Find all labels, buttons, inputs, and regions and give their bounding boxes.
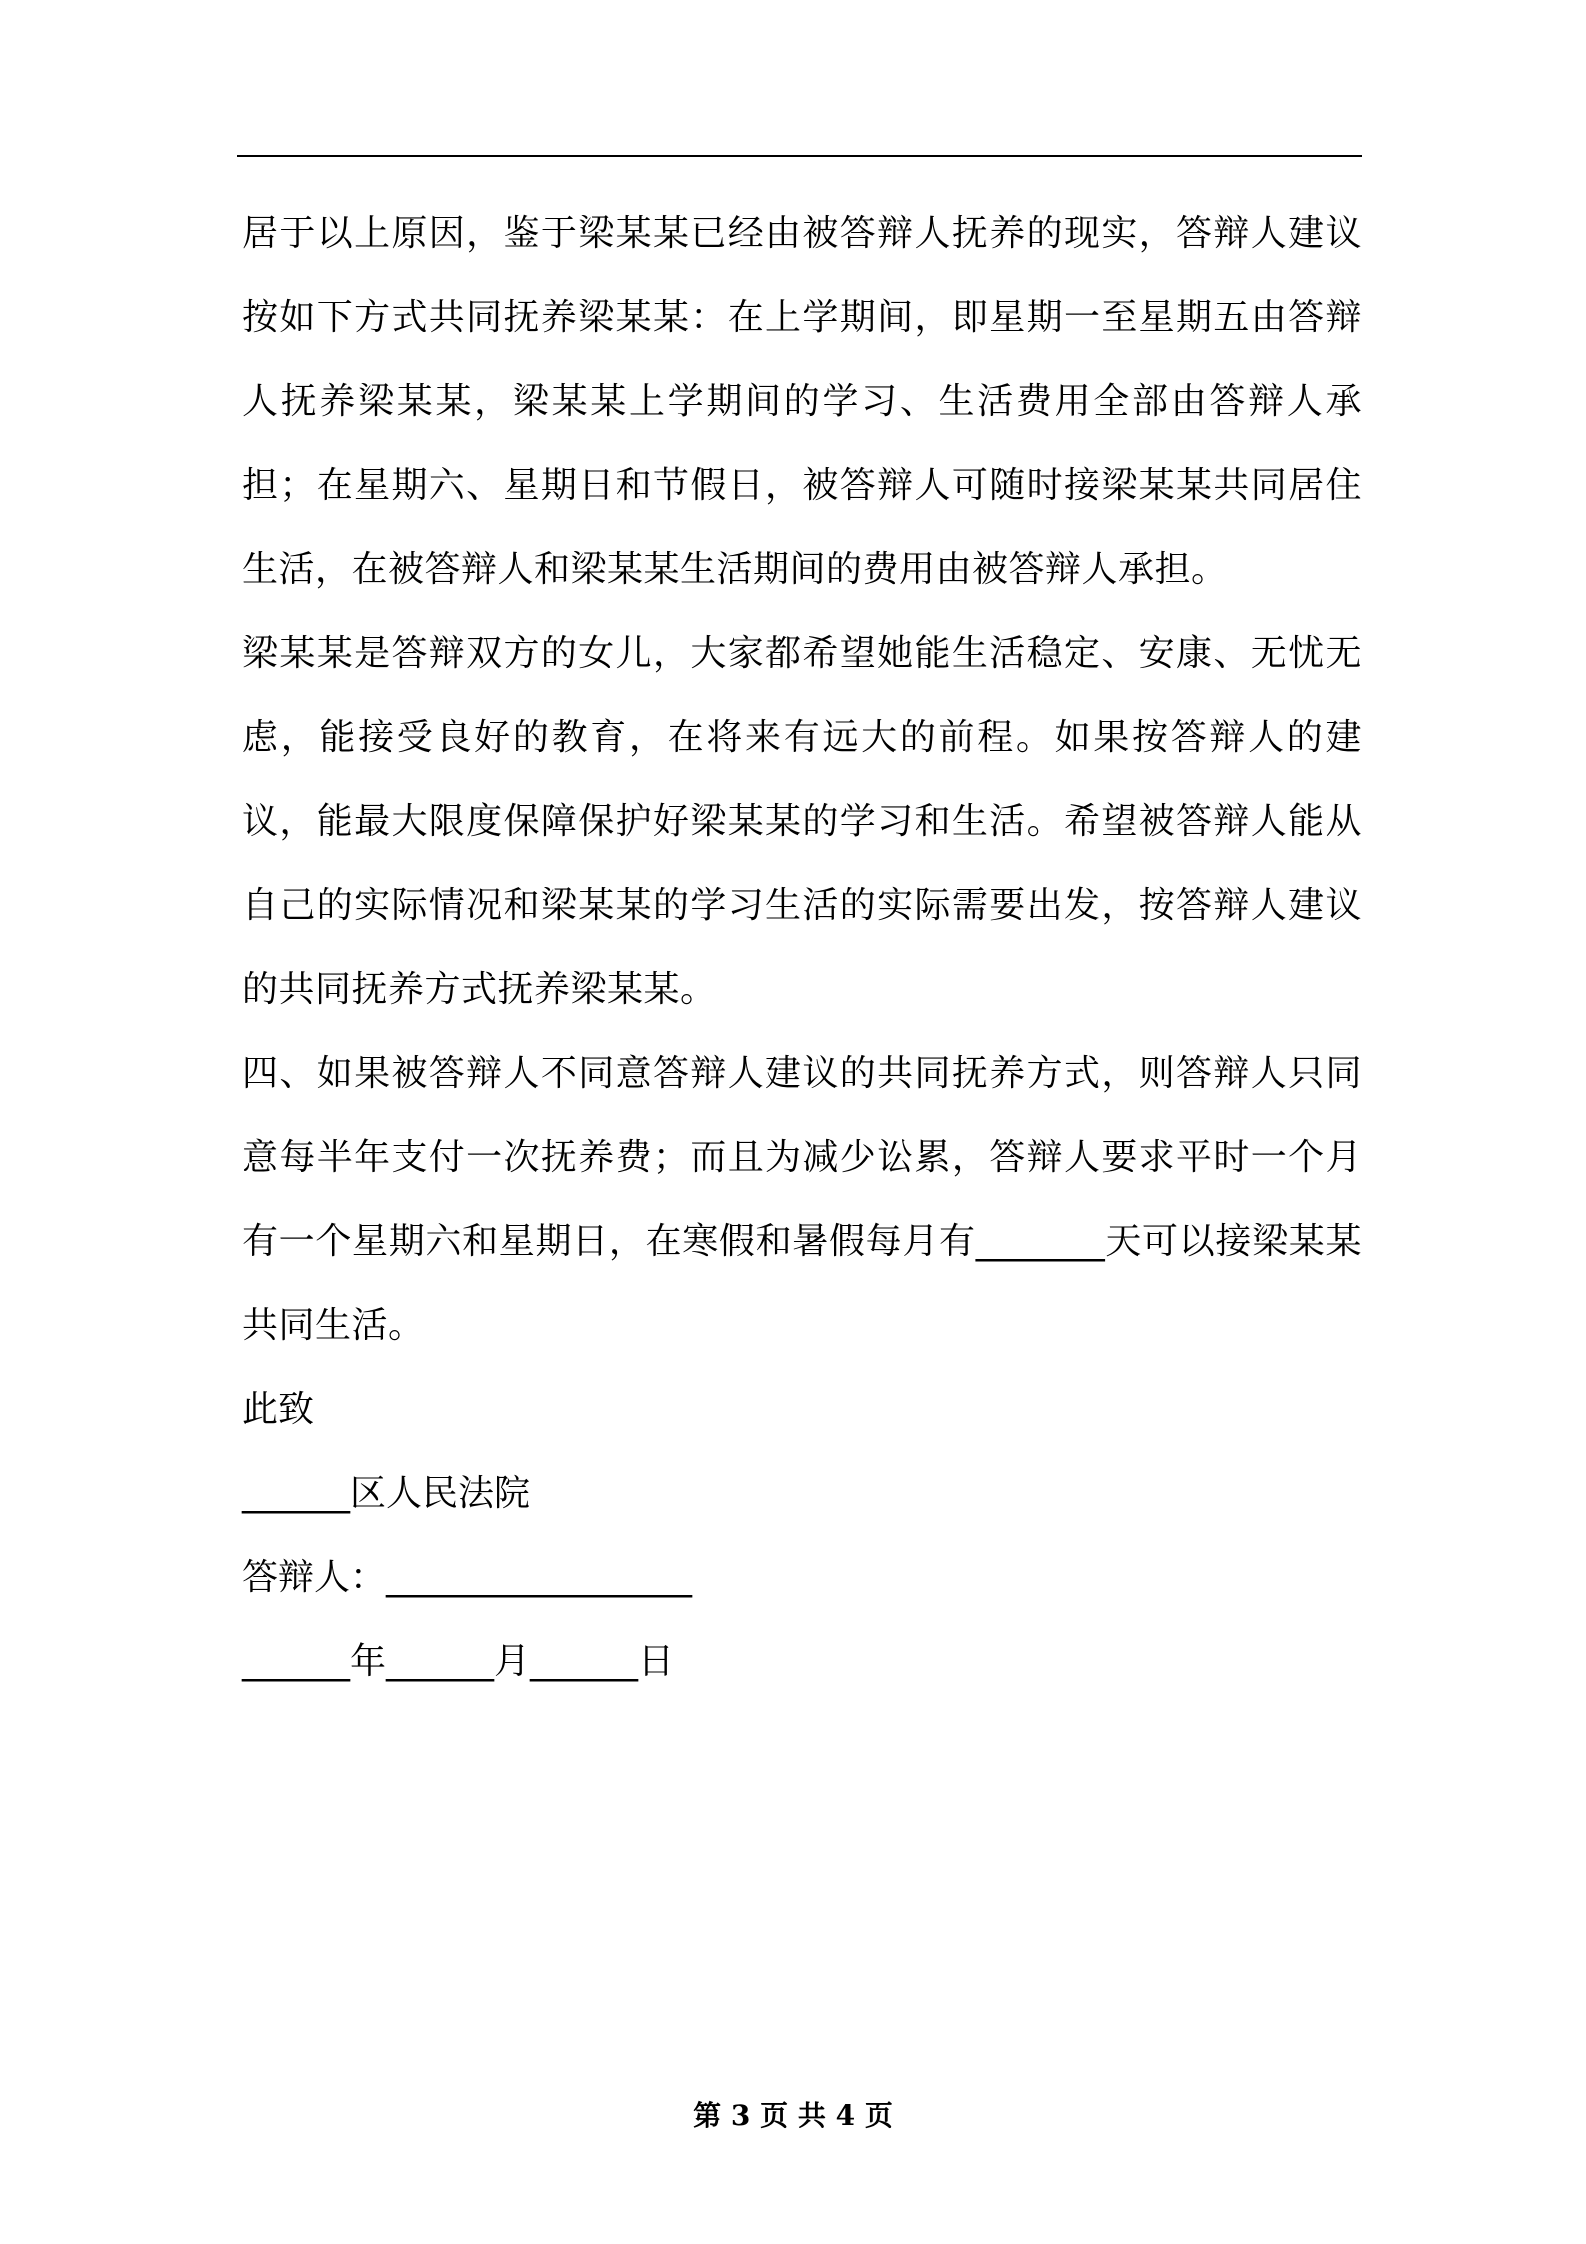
header-rule	[237, 155, 1362, 157]
respondent-signature-line: 答辩人：_________________	[242, 1557, 693, 1598]
date-line: ______年______月______日	[242, 1641, 675, 1682]
paragraph-daughter-welfare: 梁某某是答辩双方的女儿，大家都希望她能生活稳定、安康、无忧无虑，能接受良好的教育，在将来有远大的前程。如果按答辩人的建议，能最大限度保障保护好梁某某的学习和生活。希望被答辩人能从自己的实际情况和梁某某的学习生活的实际需要出发，按答辩人建议的共同抚养方式抚养梁某某。	[242, 633, 1362, 1010]
page-number-footer: 第 3 页 共 4 页	[693, 2099, 893, 2132]
salutation: 此致	[242, 1389, 315, 1430]
court-line: ______区人民法院	[242, 1473, 531, 1514]
document-body	[242, 192, 1362, 1704]
paragraph-point-four: 四、如果被答辩人不同意答辩人建议的共同抚养方式，则答辩人只同意每半年支付一次抚养费；而且为减少讼累，答辩人要求平时一个月有一个星期六和星期日，在寒假和暑假每月有_______天可以接梁某某共同生活。	[242, 1053, 1362, 1346]
paragraph-custody-proposal: 居于以上原因，鉴于梁某某已经由被答辩人抚养的现实，答辩人建议按如下方式共同抚养梁某某：在上学期间，即星期一至星期五由答辩人抚养梁某某，梁某某上学期间的学习、生活费用全部由答辩人承担；在星期六、星期日和节假日，被答辩人可随时接梁某某共同居住生活，在被答辩人和梁某某生活期间的费用由被答辩人承担。	[242, 213, 1362, 590]
